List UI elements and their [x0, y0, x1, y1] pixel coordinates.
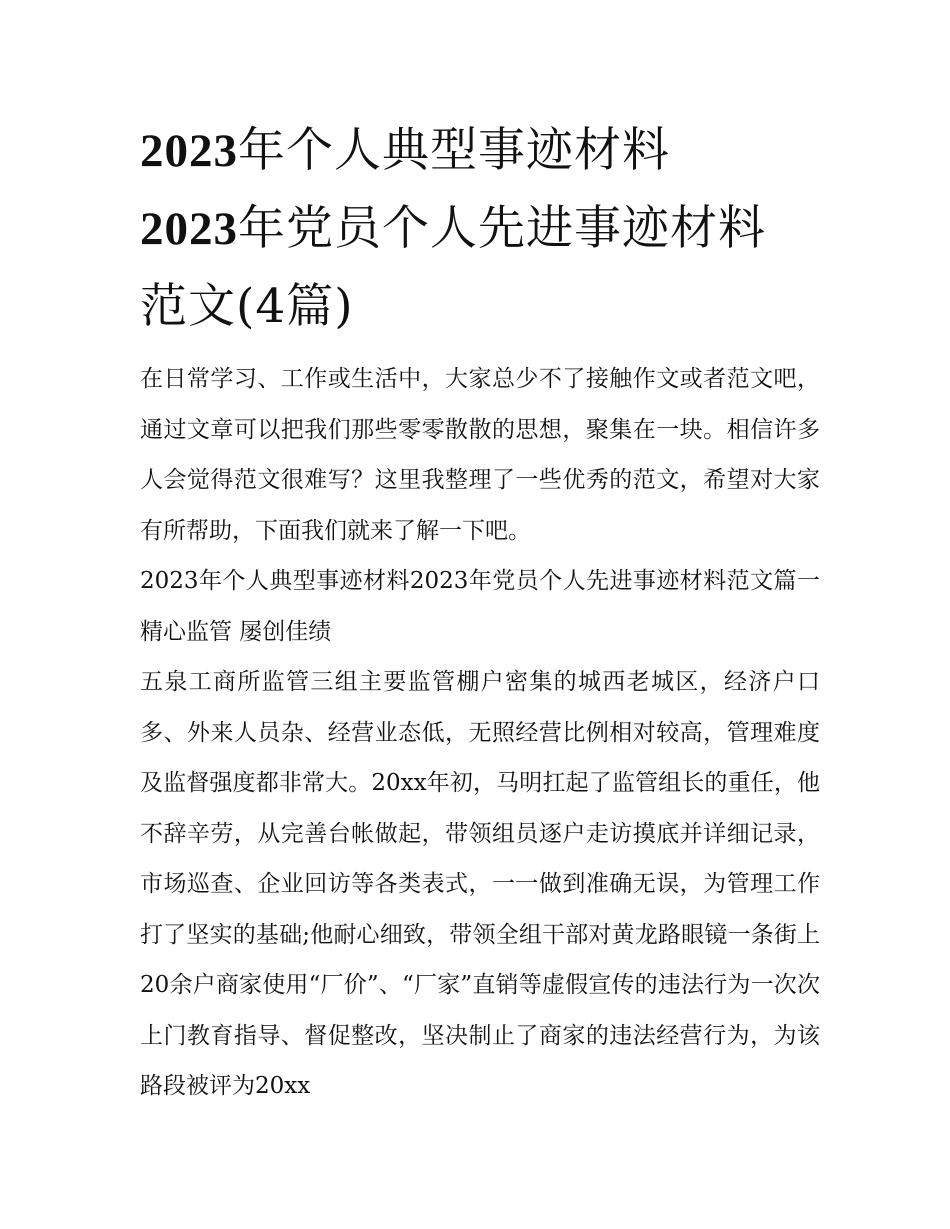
- section-heading: 2023年个人典型事迹材料2023年党员个人先进事迹材料范文篇一 精心监管 屡创佳绩: [140, 568, 820, 645]
- title-line-1: [140, 112, 820, 190]
- intro-paragraph: 在日常学习、工作或生活中，大家总少不了接触作文或者范文吧，通过文章可以把我们那些零零散散的思想，聚集在一块。相信许多人会觉得范文很难写？这里我整理了一些优秀的范文，希望对大家有所帮助，下面我们就来了解一下吧。: [140, 366, 820, 544]
- title-text: 年党员个人先进事迹材料: [238, 201, 766, 256]
- title-year: 2023: [140, 203, 238, 255]
- document-page: [140, 112, 820, 1112]
- body-paragraph: 五泉工商所监管三组主要监管棚户密集的城西老城区，经济户口多、外来人员杂、经营业态低，无照经营比例相对较高，管理难度及监督强度都非常大。20xx年初，马明扛起了监管组长的重任，他不辞辛劳，从完善台帐做起，带领组员逐户走访摸底并详细记录，市场巡查、企业回访等各类表式，一一做到准确无误，为管理工作打了坚实的基础;他耐心细致，带领全组干部对黄龙路眼镜一条街上20余户商家使用“厂价”、“厂家”直销等虚假宣传的违法行为一次次上门教育指导、督促整改，坚决制止了商家的违法经营行为，为该路段被评为20xx: [140, 669, 820, 1099]
- document-title: [140, 112, 820, 346]
- document-body: [140, 354, 820, 1112]
- title-year: 2023: [140, 125, 238, 177]
- title-text: 年个人典型事迹材料: [238, 123, 670, 178]
- title-line-3: [140, 268, 820, 346]
- title-text: 范文(4篇): [140, 279, 354, 334]
- title-line-2: [140, 190, 820, 268]
